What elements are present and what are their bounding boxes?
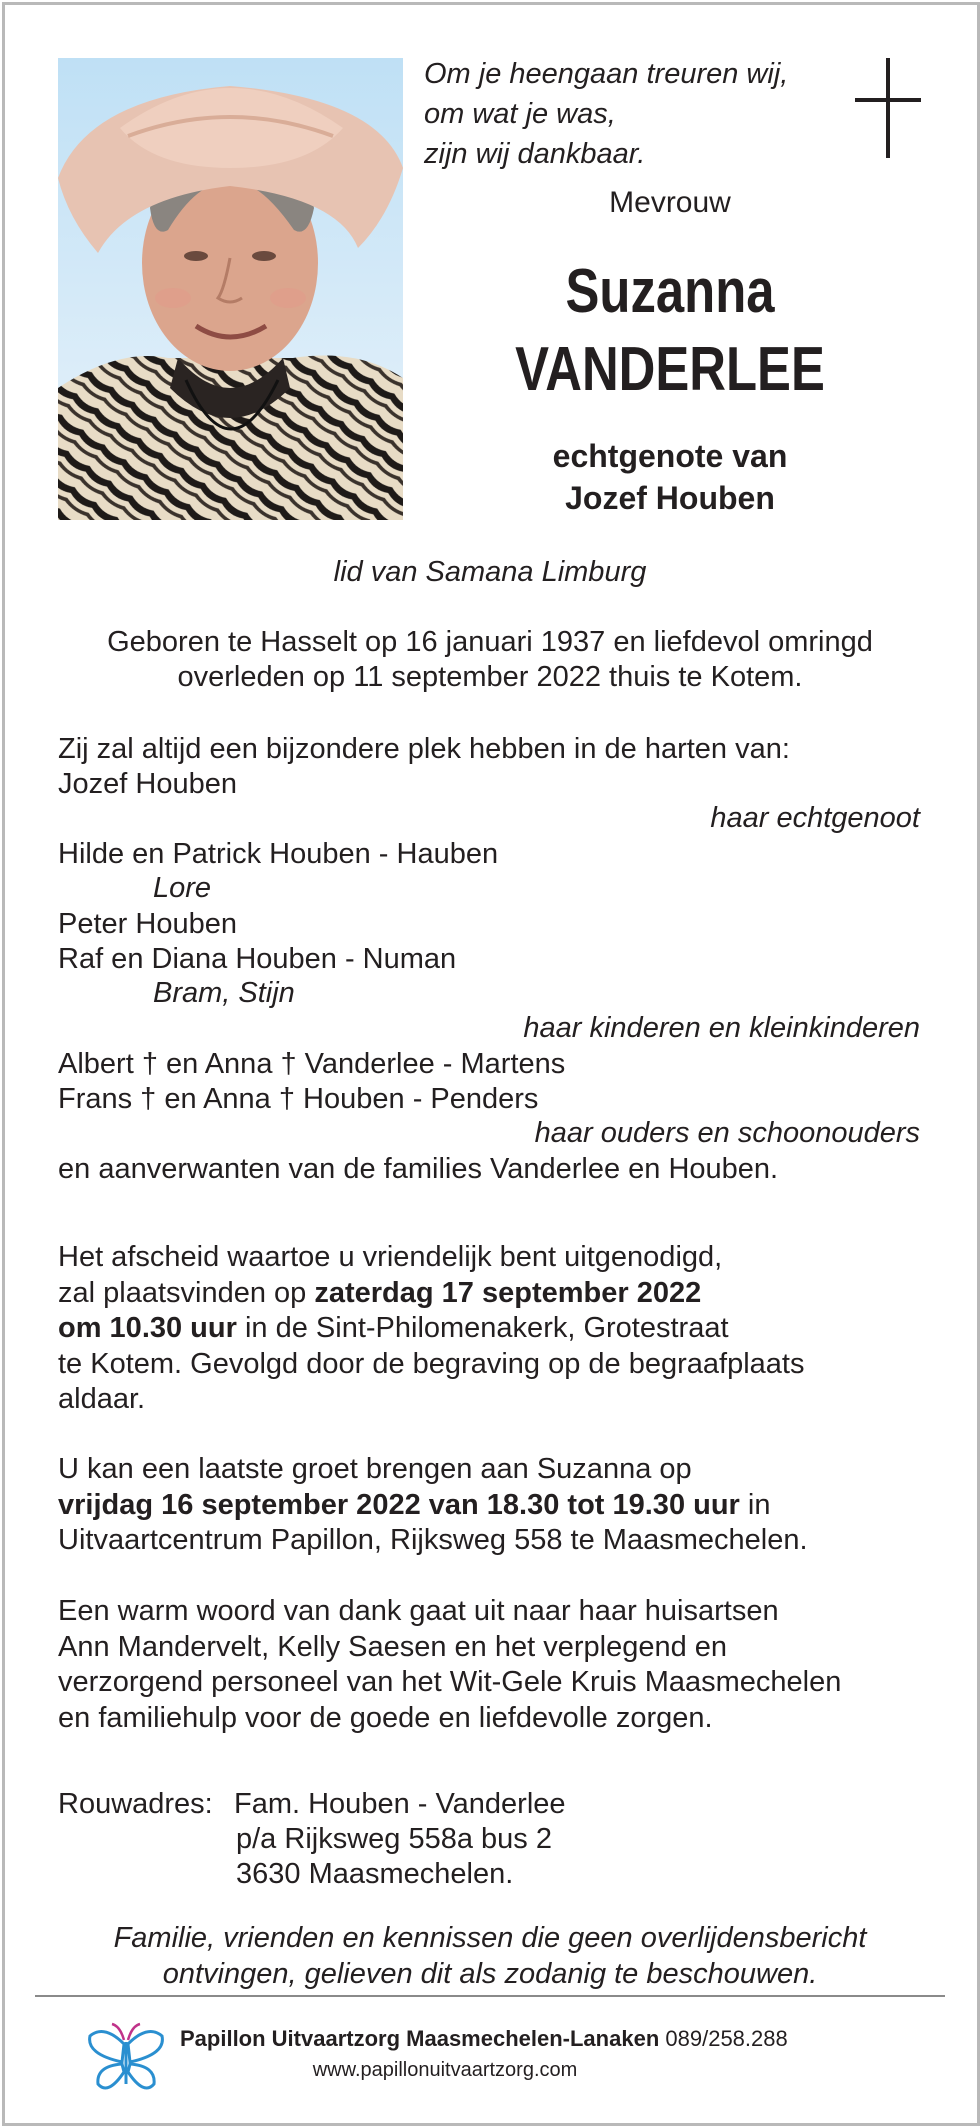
poem [424, 54, 788, 174]
funeral-date: zaterdag 17 september 2022 [314, 1276, 702, 1309]
salutation: Mevrouw [609, 186, 731, 219]
closing-line: Familie, vrienden en kennissen die geen overlijdensbericht [113, 1922, 867, 1954]
family-member: Peter Houben [58, 908, 237, 940]
family-relatives: en aanverwanten van de families Vanderlee en Houben. [58, 1153, 779, 1185]
poem-line: zijn wij dankbaar. [424, 138, 646, 170]
thanks-line: Ann Mandervelt, Kelly Saesen en het verplegend en [58, 1630, 728, 1663]
address-label: Rouwadres: [58, 1788, 213, 1820]
divider [35, 1995, 945, 1997]
family-role: haar ouders en schoonouders [534, 1117, 920, 1149]
birth-death-text [0, 625, 980, 695]
family-member: Hilde en Patrick Houben - Hauben [58, 838, 499, 870]
butterfly-logo-icon [86, 2022, 166, 2096]
family-member: Frans † en Anna † Houben - Penders [58, 1083, 539, 1115]
family-grandchild: Bram, Stijn [153, 977, 295, 1009]
phone-number: 089/258.288 [665, 2026, 788, 2051]
closing-note [0, 1920, 980, 1992]
portrait-photo [58, 58, 403, 520]
spouse-line: echtgenote van [552, 438, 788, 474]
address-line: 3630 Maasmechelen. [236, 1858, 514, 1890]
visit-line: Uitvaartcentrum Papillon, Rijksweg 558 te Maasmechelen. [58, 1524, 808, 1556]
poem-line: Om je heengaan treuren wij, [424, 58, 789, 90]
family-member: Jozef Houben [58, 768, 237, 800]
website-link[interactable]: www.papillonuitvaartzorg.com [312, 2059, 578, 2081]
closing-line: ontvingen, gelieven dit als zodanig te beschouwen. [162, 1958, 818, 1990]
funeral-line: Het afscheid waartoe u vriendelijk bent uitgenodigd, [58, 1241, 723, 1273]
address-line: p/a Rijksweg 558a bus 2 [236, 1823, 552, 1855]
family-member: Raf en Diana Houben - Numan [58, 943, 457, 975]
funeral-home [180, 2026, 788, 2052]
thanks-paragraph [58, 1594, 938, 1736]
family-role: haar kinderen en kleinkinderen [523, 1012, 920, 1044]
spouse-name: Jozef Houben [565, 480, 775, 516]
cross-icon [855, 58, 921, 158]
born-line: overleden op 11 september 2022 thuis te Kotem. [177, 661, 803, 693]
poem-line: om wat je was, [424, 98, 616, 130]
family-grandchild: Lore [153, 872, 212, 904]
company-name: Papillon Uitvaartzorg Maasmechelen-Lanaken [180, 2026, 660, 2051]
membership: lid van Samana Limburg [333, 556, 647, 588]
address-line: Fam. Houben - Vanderlee [234, 1788, 566, 1820]
family-intro: Zij zal altijd een bijzondere plek hebben in de harten van: [58, 733, 790, 765]
first-name: Suzanna [565, 257, 775, 326]
born-line: Geboren te Hasselt op 16 januari 1937 en liefdevol omringd [107, 626, 873, 658]
visit-datetime: vrijdag 16 september 2022 van 18.30 tot 19.30 uur [58, 1488, 740, 1521]
family-role: haar echtgenoot [710, 802, 920, 834]
family-member: Albert † en Anna † Vanderlee - Martens [58, 1048, 566, 1080]
last-name: VANDERLEE [515, 335, 825, 404]
funeral-line: aldaar. [58, 1383, 146, 1415]
funeral-line: zal plaatsvinden op zaterdag 17 september 2022 [58, 1276, 702, 1309]
thanks-line: verzorgend personeel van het Wit-Gele Kruis Maasmechelen [58, 1666, 842, 1698]
visit-line: vrijdag 16 september 2022 van 18.30 tot 19.30 uur in [58, 1488, 771, 1521]
visit-paragraph [58, 1452, 938, 1559]
funeral-time: om 10.30 uur [58, 1312, 237, 1344]
visit-line: U kan een laatste groet brengen aan Suzanna op [58, 1453, 692, 1485]
funeral-paragraph [58, 1240, 938, 1418]
funeral-line: te Kotem. Gevolgd door de begraving op de begraafplaats [58, 1347, 805, 1380]
thanks-line: Een warm woord van dank gaat uit naar haar huisartsen [58, 1595, 779, 1627]
funeral-line: om 10.30 uur in de Sint-Philomenakerk, Grotestraat [58, 1312, 729, 1344]
thanks-line: en familiehulp voor de goede en liefdevolle zorgen. [58, 1701, 713, 1734]
